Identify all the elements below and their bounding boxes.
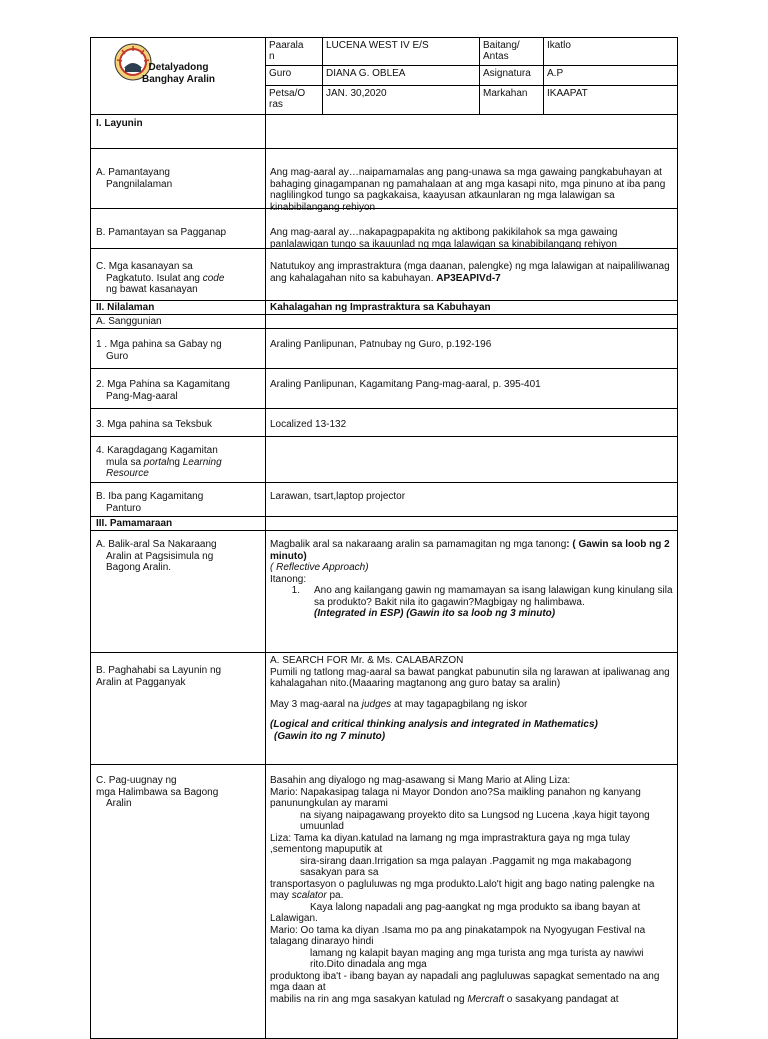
kagamitang-label: 2. Mga Pahina sa Kagamitang Pang-Mag-aaral: [96, 379, 230, 402]
row-pamantayang-pangnilalaman: [90, 149, 678, 213]
teksbuk-text: Localized 13-132: [265, 409, 677, 436]
balik-aral-label: A. Balik-aral Sa Nakaraang Aralin at Pagsisimula ng Bagong Aralin.: [96, 539, 217, 573]
layunin-empty: [265, 115, 677, 148]
title-line-1: Detalyadong: [148, 62, 209, 73]
asignatura-value: A.P: [543, 66, 677, 86]
baitang-label: Baitang/ Antas: [479, 38, 543, 66]
sanggunian-empty: [265, 315, 677, 328]
lesson-plan-document: [90, 37, 678, 1005]
gabay-guro-text: Araling Panlipunan, Patnubay ng Guro, p.192-196: [265, 329, 677, 368]
petsa-label: Petsa/O ras: [265, 86, 322, 114]
pamantayan-pagganap-label: B. Pamantayan sa Pagganap: [96, 227, 227, 238]
row-kasanayan: [90, 249, 678, 301]
guro-label: Guro: [265, 66, 322, 86]
petsa-value: JAN. 30,2020: [322, 86, 479, 114]
iba-pang-kagamitan-label: B. Iba pang Kagamitang Panturo: [96, 491, 204, 514]
row-teksbuk: [90, 409, 678, 437]
kasanayan-label: C. Mga kasanayan sa Pagkatuto. Isulat ang code ng bawat kasanayan: [96, 261, 225, 295]
karagdagang-kagamitan-label: 4. Karagdagang Kagamitan mula sa portalng Learning Resource: [96, 445, 222, 479]
pamamaraan-heading: III. Pamamaraan: [96, 518, 173, 529]
row-pamantayan-pagganap: [90, 209, 678, 249]
row-layunin: [90, 115, 678, 149]
row-sanggunian: [90, 315, 678, 329]
gabay-guro-label: 1 . Mga pahina sa Gabay ng Guro: [96, 339, 222, 362]
row-balik-aral: [90, 531, 678, 653]
karagdagang-kagamitan-empty: [265, 437, 677, 482]
paaralan-value: LUCENA WEST IV E/S: [322, 38, 479, 66]
iba-pang-kagamitan-text: Larawan, tsart,laptop projector: [265, 483, 677, 516]
pamantayan-pagganap-text: Ang mag-aaral ay…nakapagpapakita ng aktibong pakikilahok sa mga gawaing panlalawigan tungo sa ikauunlad ng mga lalawigan sa kinabibilangang rehiyon: [265, 209, 677, 248]
kasanayan-code: AP3EAPIVd-7: [436, 272, 501, 284]
header-meta: [265, 38, 677, 114]
pamantayang-pangnilalaman-text: Ang mag-aaral ay…naipamamalas ang pang-unawa sa mga gawaing pangkabuhayan at bahaging ginagampanan ng pamahalaan at ang mga kasapi nito, mga pinuno at iba pang naglilingkod tungo sa pagkakaisa, kaayusan atkaunlaran ng mga lalawigan sa kinabibilangang rehiyon: [265, 149, 677, 208]
row-nilalaman: [90, 301, 678, 315]
layunin-heading: I. Layunin: [96, 118, 143, 129]
asignatura-label: Asignatura: [479, 66, 543, 86]
markahan-label: Markahan: [479, 86, 543, 114]
pamantayang-pangnilalaman-label: A. Pamantayang Pangnilalaman: [96, 167, 173, 190]
row-iba-pang-kagamitan: [90, 483, 678, 517]
balik-aral-text: Magbalik aral sa nakaraang aralin sa pamamagitan ng mga tanong: ( Gawin sa loob ng 2 minuto) ( Reflective Approach) Itanong: 1. Ano ang kailangang gawin ng mamamayan sa isang lalawigan kung kinulang sila sa produkto? Bakit nila ito gagawin?Magbigay ng halimbawa. (Integrated in ESP) (Gawin ito sa loob ng 3 minuto): [265, 531, 677, 652]
nilalaman-text: Kahalagahan ng Imprastraktura sa Kabuhayan: [265, 301, 677, 314]
title-line-2: Banghay Aralin: [142, 74, 215, 85]
sanggunian-label: A. Sanggunian: [96, 316, 162, 327]
row-kagamitang-pang-mag-aaral: [90, 369, 678, 409]
teksbuk-label: 3. Mga pahina sa Teksbuk: [96, 419, 213, 430]
header-table: [90, 37, 678, 115]
paaralan-label: Paarala n: [265, 38, 322, 66]
pag-uugnay-dialogue: Basahin ang diyalogo ng mag-asawang si Mang Mario at Aling Liza: Mario: Napakasipag talaga ni Mayor Dondon ano?Sa maikling panahon ng kanyang panunungkulan ay marami na siyang naipagawang proyekto dito sa Lungsod ng Lucena ,kaya higit tayong umuunlad Liza: Tama ka diyan.katulad na lamang ng mga imprastraktura gaya ng mga tulay ,sementong mapuputik at sira-sirang daan.Irrigation sa mga palayan .Paggamit ng mga makabagong sasakyan para sa transportasyon o pagluluwas ng mga produkto.Lalo't higit ang bago nating palengke na may scalator pa. Kaya lalong napadali ang pag-aangkat ng mga produkto sa ibang bayan at Lalawigan. Mario: Oo tama ka diyan .Isama mo pa ang pinakatampok na Nyogyugan Festival na talagang dinarayo hindi lamang ng kalapit bayan maging ang mga turista ang mga turista ay nawiwi rito.Dito dinadala ang mga produktong iba't - ibang bayan ay napadali ang pagluluwas sapagkat sementado na ang mga daan at mabilis na rin ang mga sasakyan katulad ng Mercraft o sasakyang pandagat at: [265, 765, 677, 1038]
paghahabi-text: A. SEARCH FOR Mr. & Ms. CALABARZON Pumili ng tatlong mag-aaral sa bawat pangkat pabunutin sila ng larawan at ipaliwanag ang kahalagahan nito.(Maaaring magtanong ang guro batay sa aralin) May 3 mag-aaral na judges at may tagapagbilang ng iskor (Logical and critical thinking analysis and integrated in Mathematics) (Gawin ito ng 7 minuto): [265, 653, 677, 764]
row-karagdagang-kagamitan: [90, 437, 678, 483]
balik-aral-question: 1. Ano ang kailangang gawin ng mamamayan sa isang lalawigan kung kinulang sila sa produkto? Bakit nila ito gagawin?Magbigay ng halimbawa.: [291, 585, 673, 608]
guro-value: DIANA G. OBLEA: [322, 66, 479, 86]
paghahabi-label: B. Paghahabi sa Layunin ng Aralin at Pagganyak: [96, 665, 222, 688]
markahan-value: IKAAPAT: [543, 86, 677, 114]
pamamaraan-empty: [265, 517, 677, 530]
kasanayan-text: Natutukoy ang imprastraktura (mga daanan, palengke) ng mga lalawigan at naipaliliwanag ang kahalagahan nito sa kabuhayan. AP3EAPIVd-7: [265, 249, 677, 300]
row-pamamaraan: [90, 517, 678, 531]
row-paghahabi: [90, 653, 678, 765]
row-gabay-guro: [90, 329, 678, 369]
document-title: [96, 58, 261, 86]
nilalaman-heading: II. Nilalaman: [96, 302, 155, 313]
row-pag-uugnay: [90, 765, 678, 1039]
kagamitang-text: Araling Panlipunan, Kagamitang Pang-mag-aaral, p. 395-401: [265, 369, 677, 408]
baitang-value: Ikatlo: [543, 38, 677, 66]
pag-uugnay-label: C. Pag-uugnay ng mga Halimbawa sa Bagong Aralin: [96, 775, 219, 809]
title-cell: [91, 38, 265, 114]
